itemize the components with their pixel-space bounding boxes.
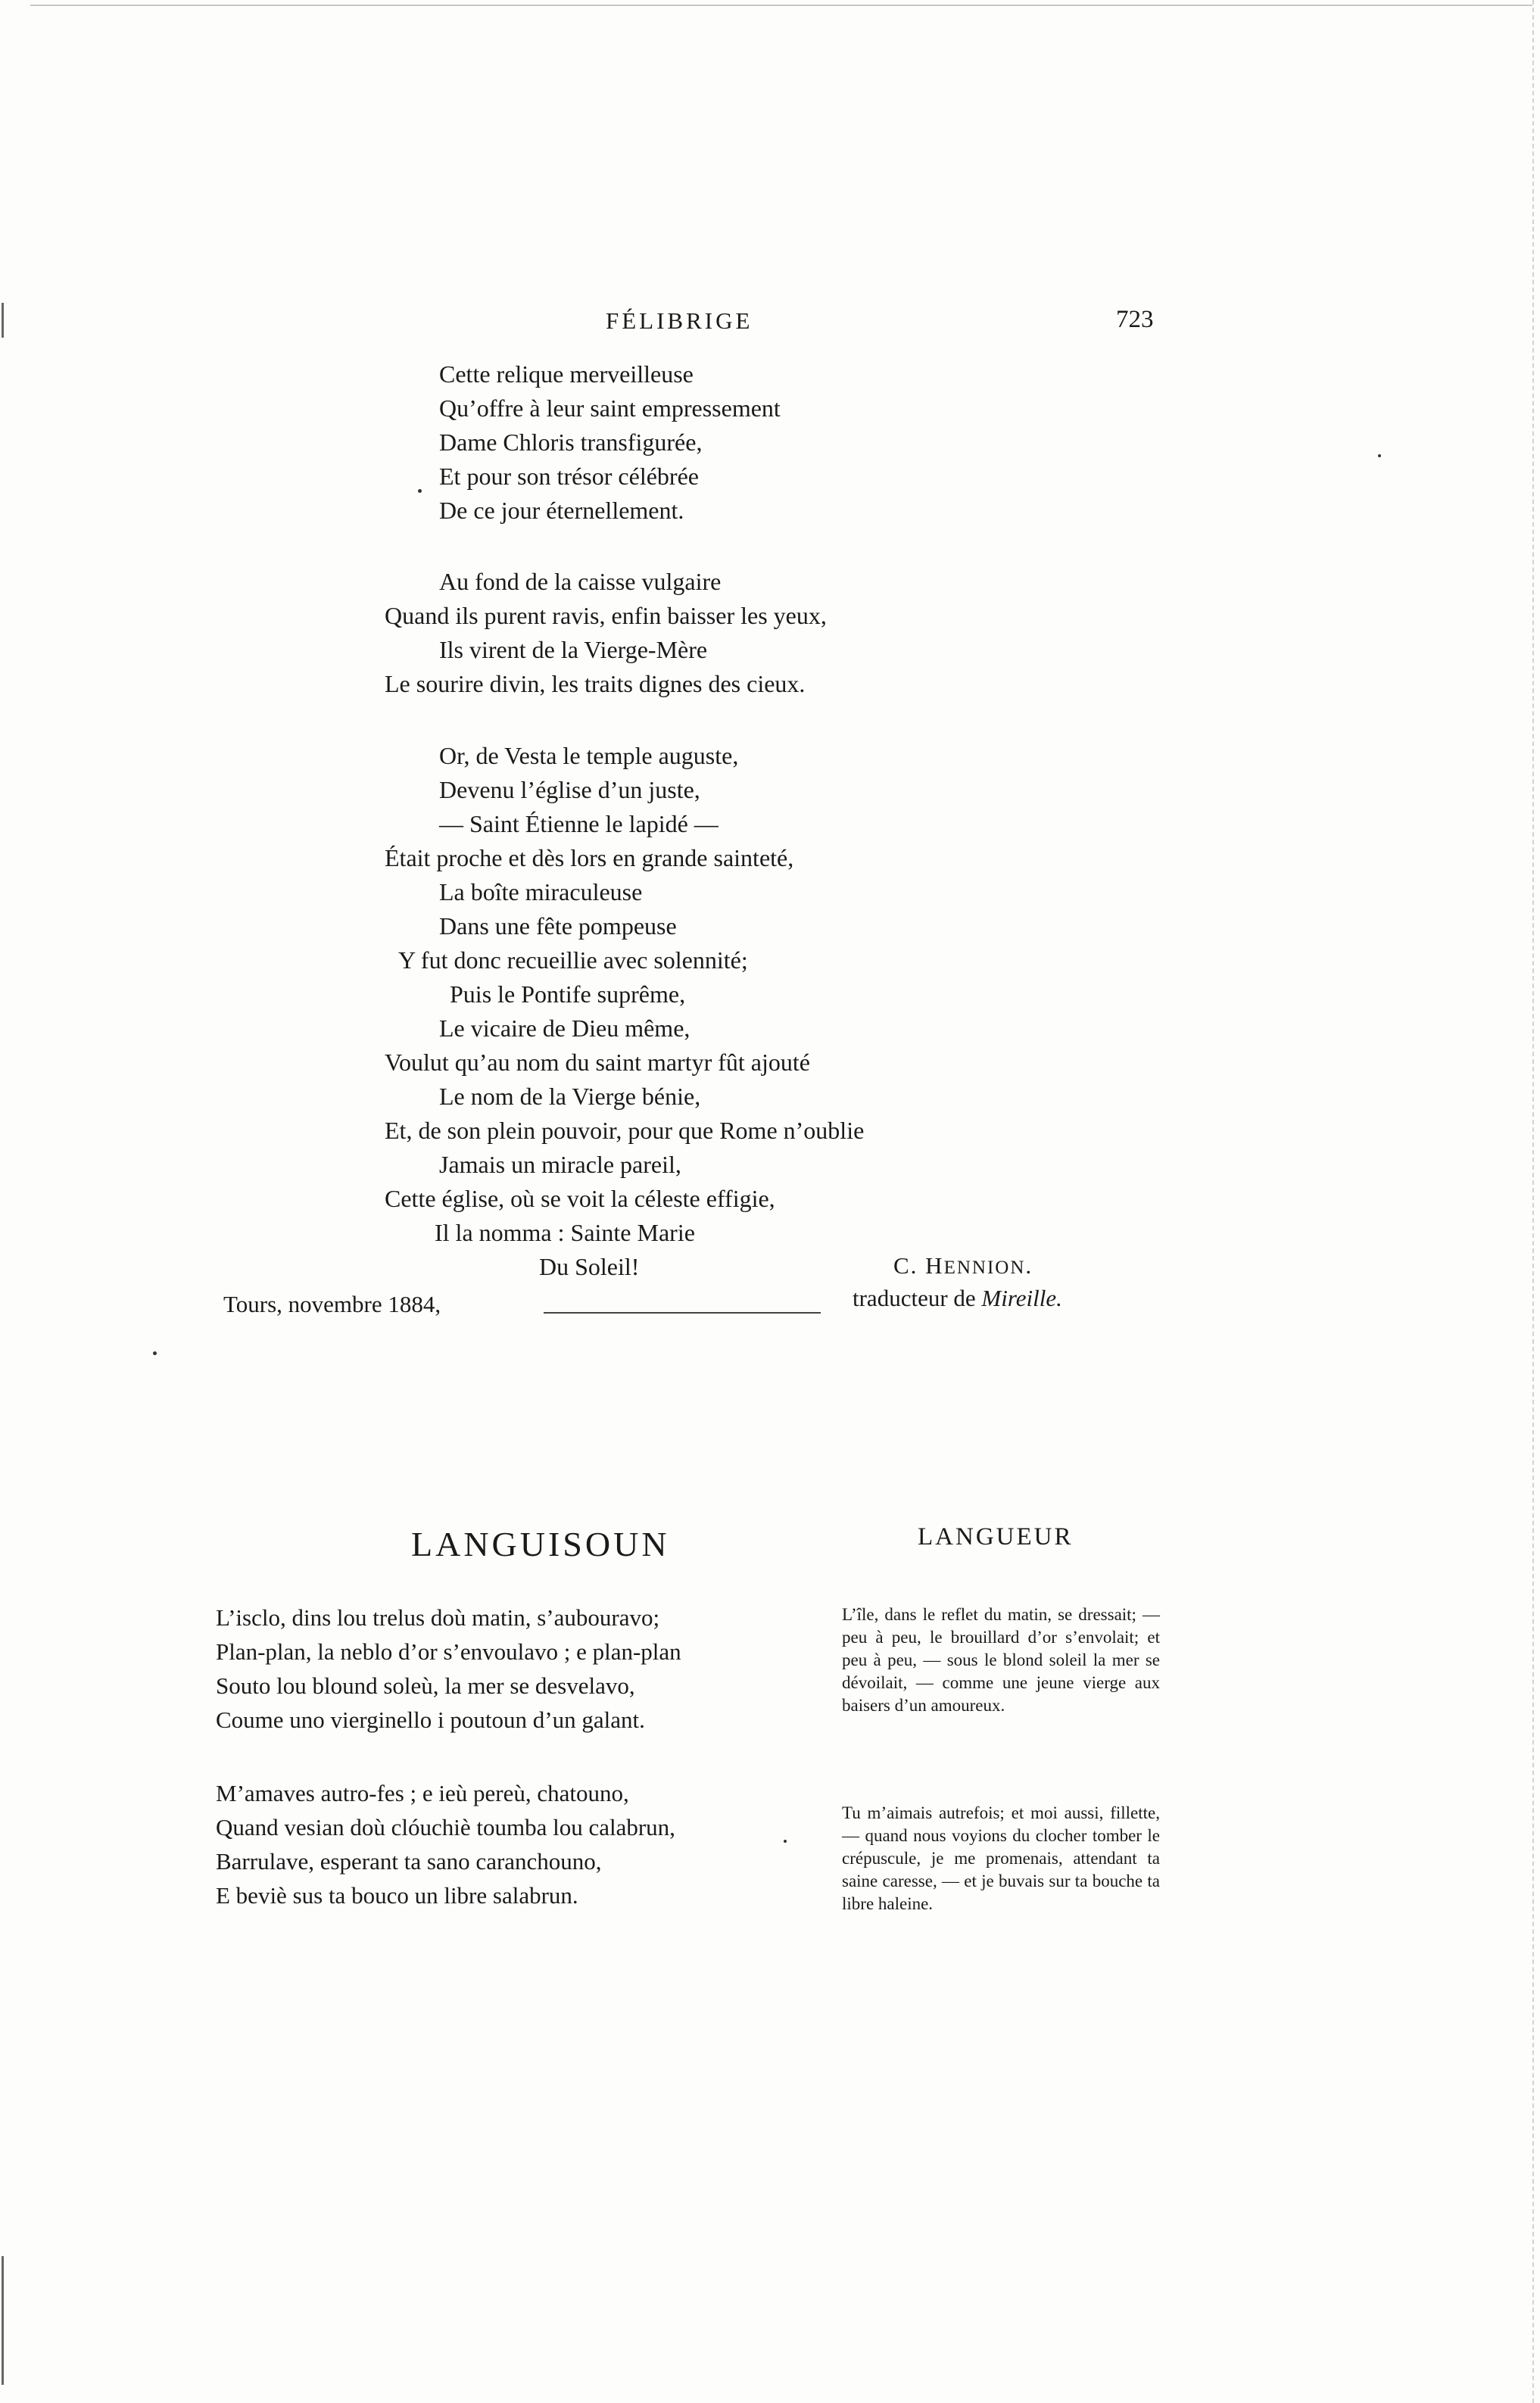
poem-line: Cette relique merveilleuse (439, 360, 694, 388)
poem-line: Et, de son plein pouvoir, pour que Rome n’oublie (385, 1117, 865, 1144)
scan-top-edge (30, 5, 1532, 6)
place-date: Tours, novembre 1884, (223, 1291, 441, 1317)
author-initial: C. H (893, 1252, 944, 1279)
poem-line: Dans une fête pompeuse (439, 912, 677, 940)
languisoun-line: E beviè sus ta bouco un libre salabrun. (216, 1882, 578, 1909)
poem-line: Le nom de la Vierge bénie, (439, 1083, 701, 1110)
languisoun-line: Souto lou blound soleù, la mer se desvelavo, (216, 1672, 635, 1699)
ink-speck (418, 489, 422, 493)
poem-line: La boîte miraculeuse (439, 878, 643, 905)
scan-left-mark (2, 303, 4, 338)
poem-line: Voulut qu’au nom du saint martyr fût ajouté (385, 1049, 810, 1076)
section-divider (544, 1312, 821, 1314)
author-period: . (1025, 1252, 1033, 1279)
languisoun-line: Barrulave, esperant ta sano caranchouno, (216, 1848, 602, 1875)
poem-line: Puis le Pontife suprême, (450, 980, 686, 1008)
poem-line: Était proche et dès lors en grande sainteté, (385, 844, 794, 871)
langueur-paragraph-1: L’île, dans le reflet du matin, se dressait; — peu à peu, le brouillard d’or s’envolait; et peu à peu, — sous le blond soleil la mer se dévoilait, — comme une jeune vierge aux baisers d’un amoureux. (842, 1605, 1160, 1715)
languisoun-line: Coume uno vierginello i poutoun d’un galant. (216, 1706, 645, 1733)
running-title: FÉLIBRIGE (606, 307, 753, 334)
role-work-title: Mireille. (981, 1285, 1062, 1311)
poem-line: Y fut donc recueillie avec solennité; (398, 946, 748, 974)
langueur-paragraph-2: Tu m’aimais autrefois; et moi aussi, fillette, — quand nous voyions du clocher tomber le crépuscule, je me promenais, attendant ta saine caresse, — et je buvais sur ta bouche ta libre haleine. (842, 1803, 1160, 1913)
poem-line: Et pour son trésor célébrée (439, 463, 699, 490)
poem-line: Le sourire divin, les traits dignes des cieux. (385, 670, 806, 697)
languisoun-title: LANGUISOUN (411, 1525, 670, 1563)
poem-line: Du Soleil! (539, 1253, 640, 1280)
poem-line: Ils virent de la Vierge-Mère (439, 636, 708, 663)
poem-line: Qu’offre à leur saint empressement (439, 394, 781, 422)
poem-line: Devenu l’église d’un juste, (439, 776, 700, 803)
poem-line: De ce jour éternellement. (439, 497, 684, 524)
poem-line: Dame Chloris transfigurée, (439, 429, 703, 456)
scan-left-mark (2, 2256, 4, 2385)
poem-line: Jamais un miracle pareil, (439, 1151, 681, 1178)
poem-line: Quand ils purent ravis, enfin baisser les yeux, (385, 602, 827, 629)
author-surname-smallcaps: ENNION (943, 1258, 1026, 1278)
ink-speck (1378, 454, 1381, 457)
languisoun-line: L’isclo, dins lou trelus doù matin, s’aubouravo; (216, 1604, 660, 1631)
poem-line: — Saint Étienne le lapidé — (439, 810, 719, 837)
poem-line: Or, de Vesta le temple auguste, (439, 742, 739, 769)
page-number: 723 (1116, 306, 1154, 333)
languisoun-line: Quand vesian doù clóuchiè toumba lou calabrun, (216, 1814, 675, 1840)
poem-line: Il la nomma : Sainte Marie (435, 1219, 695, 1246)
ink-speck (153, 1351, 157, 1355)
poem-line: Cette église, où se voit la céleste effigie, (385, 1185, 775, 1212)
languisoun-line: Plan-plan, la neblo d’or s’envoulavo ; e plan-plan (216, 1638, 681, 1665)
scan-right-edge (1532, 0, 1534, 2403)
author-name (893, 1252, 1033, 1279)
role-prefix: traducteur de (853, 1285, 976, 1311)
langueur-title: LANGUEUR (918, 1523, 1074, 1551)
languisoun-line: M’amaves autro-fes ; e ieù pereù, chatouno, (216, 1780, 629, 1806)
ink-speck (784, 1840, 787, 1843)
poem-line: Le vicaire de Dieu même, (439, 1014, 691, 1042)
author-role (853, 1285, 1062, 1312)
poem-line: Au fond de la caisse vulgaire (439, 568, 722, 595)
